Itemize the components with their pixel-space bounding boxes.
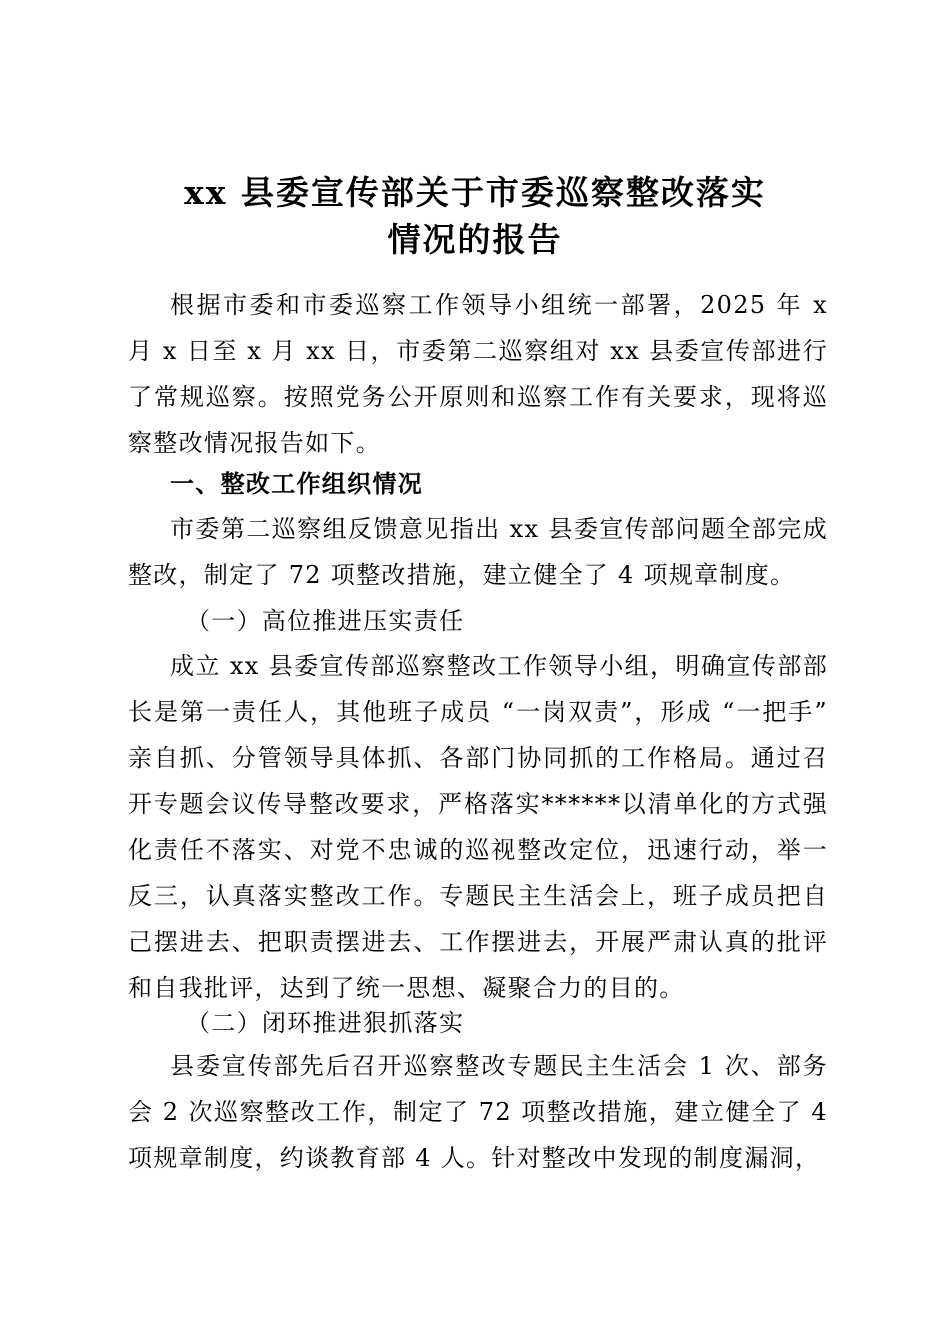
subsection-1-paragraph: 成立 xx 县委宣传部巡察整改工作领导小组，明确宣传部部长是第一责任人，其他班子成员 “一岗双责”，形成 “一把手” 亲自抓、分管领导具体抓、各部门协同抓的工作格局。通过召开专题会议传导整改要求，严格落实******以清单化的方式强化责任不落实、对党不忠诚的巡视整改定位，迅速行动，举一反三，认真落实整改工作。专题民主生活会上，班子成员把自己摆进去、把职责摆进去、工作摆进去，开展严肃认真的批评和自我批评，达到了统一思想、凝聚合力的目的。 <box>128 652 828 1002</box>
subsection-2-heading: （二）闭环推进狠抓落实 <box>186 1009 465 1037</box>
section-1-paragraph: 市委第二巡察组反馈意见指出 xx 县委宣传部问题全部完成整改，制定了 72 项整改措施，建立健全了 4 项规章制度。 <box>128 515 828 589</box>
subsection-2-paragraph: 县委宣传部先后召开巡察整改专题民主生活会 1 次、部务会 2 次巡察整改工作，制定了 72 项整改措施，建立健全了 4 项规章制度，约谈教育部 4 人。针对整改中发现的制度漏洞， <box>128 1052 828 1172</box>
subsection-1-heading: （一）高位推进压实责任 <box>186 607 465 635</box>
intro-paragraph: 根据市委和市委巡察工作领导小组统一部署，2025 年 x 月 x 日至 x 月 xx 日，市委第二巡察组对 xx 县委宣传部进行了常规巡察。按照党务公开原则和巡察工作有关要求，现将巡察整改情况报告如下。 <box>128 291 828 457</box>
document-title-line-1: xx 县委宣传部关于市委巡察整改落实 <box>184 173 766 212</box>
document-title-line-2: 情况的报告 <box>387 220 563 259</box>
section-1-heading: 一、整改工作组织情况 <box>170 469 423 498</box>
